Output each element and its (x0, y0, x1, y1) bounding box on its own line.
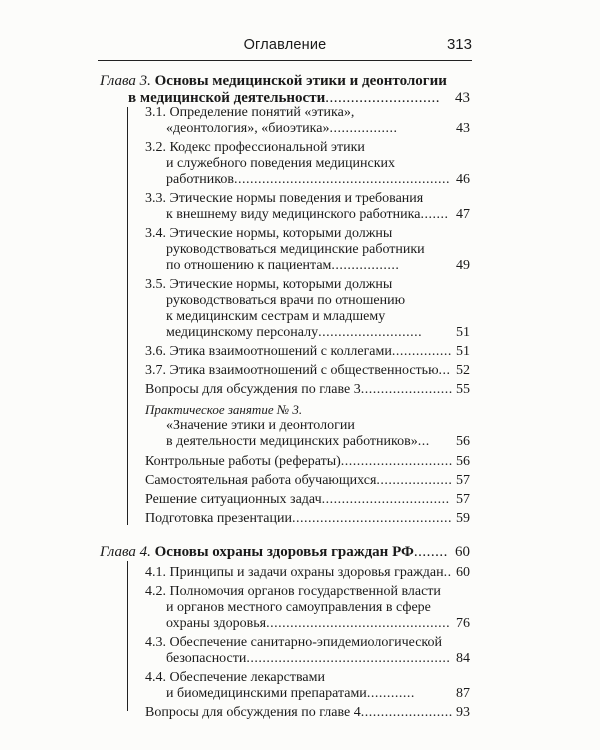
section-page: 49 (456, 258, 470, 273)
item-page: 56 (456, 434, 470, 449)
toc-entry-4-3-cont[interactable] (166, 651, 470, 668)
toc-entry-4-4[interactable] (145, 670, 470, 687)
chapter-3-title-line1: Основы медицинской этики и деонтологии (154, 73, 447, 89)
leader-dots: ................................ (321, 492, 450, 507)
section-title-line: Этические нормы поведения и требования (169, 191, 424, 206)
item-title-line: в деятельности медицинских работников» (166, 434, 418, 449)
leader-dots: ........................................ (291, 511, 452, 526)
section-number: 3.7. (145, 363, 166, 378)
toc-entry-questions-4[interactable] (145, 705, 470, 722)
chapter-3-title-line2: в медицинской деятельности (128, 90, 326, 106)
chapter-4-vertical-rule (127, 561, 128, 711)
item-title: Вопросы для обсуждения по главе 3 (145, 382, 361, 397)
leader-dots: ................................................... (246, 651, 451, 666)
leader-dots: ........................... (325, 90, 440, 106)
section-title-line: Определение понятий «этика», (169, 105, 355, 120)
leader-dots: ................. (329, 121, 398, 136)
page-number: 313 (446, 36, 472, 53)
section-number: 3.6. (145, 344, 166, 359)
toc-entry-3-4-cont1 (166, 242, 425, 259)
section-title-line: охраны здоровья (166, 616, 267, 631)
chapter-3-heading[interactable] (100, 72, 470, 90)
section-title-line: «деонтология», «биоэтика» (166, 121, 330, 136)
toc-entry-practical-line1 (166, 418, 355, 435)
section-title-line: и органов местного самоуправления в сфере (166, 600, 431, 615)
header-title: Оглавление (243, 37, 327, 53)
chapter-3-label: Глава 3. (100, 73, 151, 89)
item-page: 57 (456, 492, 470, 507)
section-page: 51 (456, 325, 470, 340)
toc-entry-3-5[interactable] (145, 277, 470, 294)
toc-entry-questions-3[interactable] (145, 382, 470, 399)
toc-entry-3-5-cont1 (166, 293, 405, 310)
leader-dots: ....................... (360, 382, 453, 397)
toc-entry-case-tasks[interactable] (145, 492, 470, 509)
leader-dots: ... (438, 363, 451, 378)
section-title-line: руководствоваться врачи по отношению (166, 293, 406, 308)
toc-entry-reports[interactable] (145, 454, 470, 471)
leader-dots: .............................................. (266, 616, 451, 631)
toc-entry-4-2-cont1 (166, 600, 431, 617)
toc-entry-3-5-cont2 (166, 309, 385, 326)
toc-entry-3-4[interactable] (145, 226, 470, 243)
leader-dots: ....... (420, 207, 449, 222)
section-number: 3.3. (145, 191, 166, 206)
toc-entry-practical-line2[interactable] (166, 434, 470, 451)
section-page: 87 (456, 686, 470, 701)
toc-entry-4-4-cont[interactable] (166, 686, 470, 703)
section-page: 60 (456, 565, 470, 580)
toc-entry-4-3[interactable] (145, 635, 470, 652)
item-title: Контрольные работы (рефераты) (145, 454, 341, 469)
toc-entry-self-study[interactable] (145, 473, 470, 490)
toc-entry-3-5-cont3[interactable] (166, 325, 470, 342)
item-title: Вопросы для обсуждения по главе 4 (145, 705, 361, 720)
section-number: 4.2. (145, 584, 166, 599)
item-page: 59 (456, 511, 470, 526)
section-title-line: руководствоваться медицинские работники (166, 242, 425, 257)
toc-entry-3-1[interactable] (145, 105, 470, 122)
section-page: 51 (456, 344, 470, 359)
section-page: 43 (456, 121, 470, 136)
item-page: 57 (456, 473, 470, 488)
leader-dots: ...................................................... (233, 172, 450, 187)
leader-dots: .......................... (318, 325, 423, 340)
chapter-4-title: Основы охраны здоровья граждан РФ (154, 544, 414, 560)
toc-entry-practical-label (145, 402, 302, 419)
item-title: Самостоятельная работа обучающихся (145, 473, 377, 488)
chapter-4-page: 60 (455, 544, 470, 560)
section-number: 4.4. (145, 670, 166, 685)
section-title-line: Этика взаимоотношений с коллегами (169, 344, 392, 359)
section-title-line: и служебного поведения медицинских (166, 156, 396, 171)
toc-entry-3-2-cont2[interactable] (166, 172, 470, 189)
section-title-line: и биомедицинскими препаратами (166, 686, 367, 701)
toc-entry-3-2-cont1 (166, 156, 395, 173)
toc-entry-3-3[interactable] (145, 191, 470, 208)
section-title-line: Обеспечение санитарно-эпидемиологической (169, 635, 442, 650)
section-title-line: безопасности (166, 651, 247, 666)
item-title: Подготовка презентации (145, 511, 292, 526)
section-number: 4.1. (145, 565, 166, 580)
section-title-line: Обеспечение лекарствами (169, 670, 325, 685)
item-title: Решение ситуационных задач (145, 492, 322, 507)
section-title-line: Этические нормы, которыми должны (169, 226, 393, 241)
section-title-line: к внешнему виду медицинского работника (166, 207, 421, 222)
section-number: 3.2. (145, 140, 166, 155)
section-title-line: Этика взаимоотношений с общественностью (169, 363, 439, 378)
toc-entry-presentation[interactable] (145, 511, 470, 528)
chapter-4-label: Глава 4. (100, 544, 151, 560)
leader-dots: ............... (391, 344, 452, 359)
leader-dots: ....................... (360, 705, 453, 720)
practical-label: Практическое занятие № 3. (145, 402, 303, 417)
item-title-line: «Значение этики и деонтологии (166, 418, 355, 433)
toc-entry-3-6[interactable] (145, 344, 470, 361)
section-title-line: по отношению к пациентам (166, 258, 332, 273)
leader-dots: ... (417, 434, 430, 449)
leader-dots: ........ (413, 544, 448, 560)
item-page: 55 (456, 382, 470, 397)
leader-dots: ................. (331, 258, 400, 273)
toc-entry-3-3-cont[interactable] (166, 207, 470, 224)
toc-entry-3-4-cont2[interactable] (166, 258, 470, 275)
section-title-line: медицинскому персоналу (166, 325, 319, 340)
item-page: 93 (456, 705, 470, 720)
chapter-4-heading[interactable] (100, 543, 470, 561)
chapter-3-page: 43 (455, 90, 470, 106)
section-page: 52 (456, 363, 470, 378)
section-title-line: Этические нормы, которыми должны (169, 277, 393, 292)
section-number: 3.1. (145, 105, 166, 120)
section-title-line: Принципы и задачи охраны здоровья граждан (169, 565, 444, 580)
section-title-line: Кодекс профессиональной этики (169, 140, 365, 155)
section-number: 3.4. (145, 226, 166, 241)
toc-entry-4-1[interactable] (145, 565, 470, 582)
section-page: 46 (456, 172, 470, 187)
toc-entry-3-1-cont[interactable] (166, 121, 470, 138)
toc-entry-3-7[interactable] (145, 363, 470, 380)
section-page: 84 (456, 651, 470, 666)
section-page: 76 (456, 616, 470, 631)
leader-dots: ............ (366, 686, 415, 701)
toc-entry-3-2[interactable] (145, 140, 470, 157)
chapter-3-vertical-rule (127, 107, 128, 525)
section-number: 3.5. (145, 277, 166, 292)
section-title-line: к медицинским сестрам и младшему (166, 309, 386, 324)
section-title-line: работников (166, 172, 234, 187)
section-number: 4.3. (145, 635, 166, 650)
leader-dots: ................... (376, 473, 453, 488)
section-title-line: Полномочия органов государственной власти (169, 584, 441, 599)
leader-dots: .. (443, 565, 452, 580)
section-page: 47 (456, 207, 470, 222)
item-page: 56 (456, 454, 470, 469)
toc-entry-4-2[interactable] (145, 584, 470, 601)
leader-dots: ............................ (340, 454, 453, 469)
toc-entry-4-2-cont2[interactable] (166, 616, 470, 633)
